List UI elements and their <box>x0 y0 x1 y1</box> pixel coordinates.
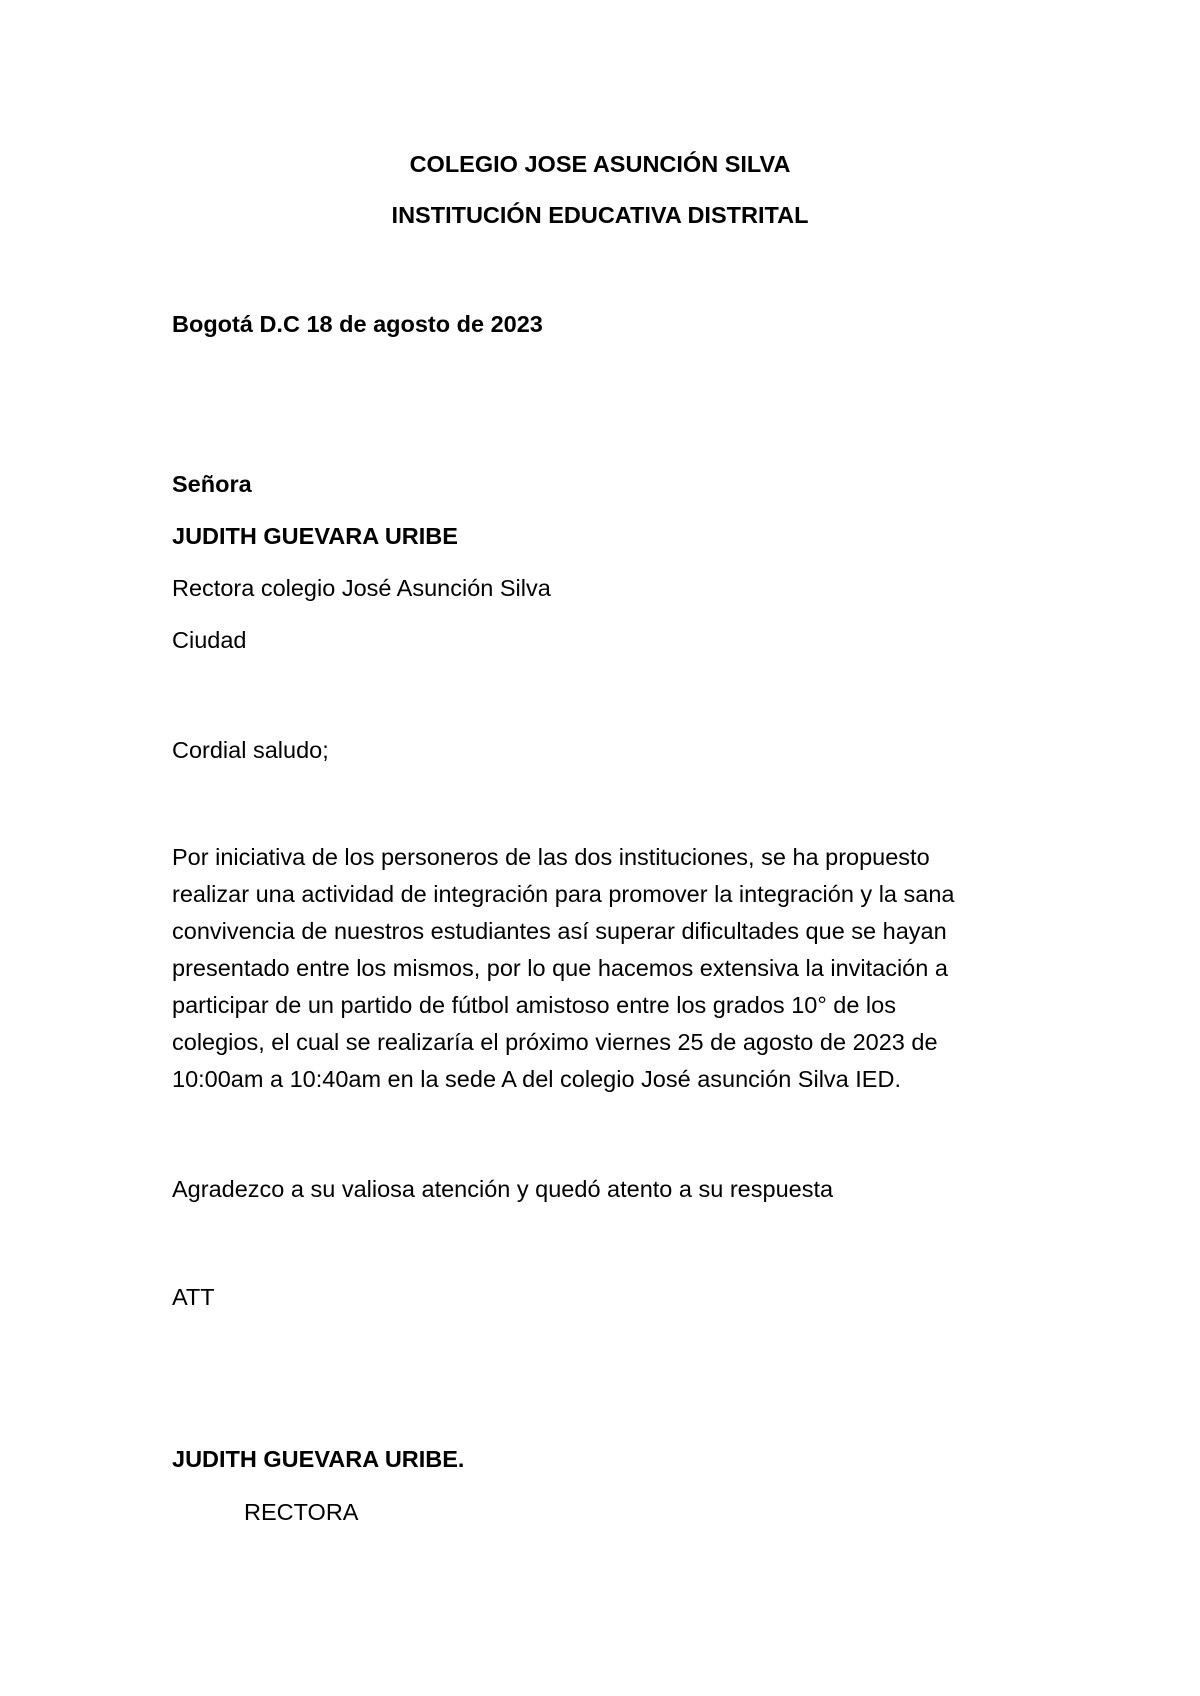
recipient-city: Ciudad <box>172 627 247 653</box>
body-line: participar de un partido de fútbol amistoso entre los grados 10° de los <box>172 992 896 1018</box>
body-line: realizar una actividad de integración para promover la integración y la sana <box>172 881 955 907</box>
body-line: colegios, el cual se realizaría el próximo viernes 25 de agosto de 2023 de <box>172 1029 938 1055</box>
closing-thanks: Agradezco a su valiosa atención y quedó atento a su respuesta <box>172 1176 834 1202</box>
body-line: Por iniciativa de los personeros de las dos instituciones, se ha propuesto <box>172 844 930 870</box>
greeting: Cordial saludo; <box>172 737 329 763</box>
body-line: convivencia de nuestros estudiantes así superar dificultades que se hayan <box>172 918 947 944</box>
closing-att: ATT <box>172 1284 215 1310</box>
recipient-position: Rectora colegio José Asunción Silva <box>172 575 551 601</box>
body-line: presentado entre los mismos, por lo que hacemos extensiva la invitación a <box>172 955 948 981</box>
recipient-salutation-title: Señora <box>172 471 252 497</box>
school-name-heading: COLEGIO JOSE ASUNCIÓN SILVA <box>409 151 791 177</box>
date-line: Bogotá D.C 18 de agosto de 2023 <box>172 311 543 337</box>
body-line: 10:00am a 10:40am en la sede A del colegio José asunción Silva IED. <box>172 1066 901 1092</box>
signature-name: JUDITH GUEVARA URIBE. <box>172 1446 465 1472</box>
institution-type-heading: INSTITUCIÓN EDUCATIVA DISTRITAL <box>391 202 809 228</box>
recipient-name: JUDITH GUEVARA URIBE <box>172 523 458 549</box>
signature-title: RECTORA <box>244 1499 359 1525</box>
